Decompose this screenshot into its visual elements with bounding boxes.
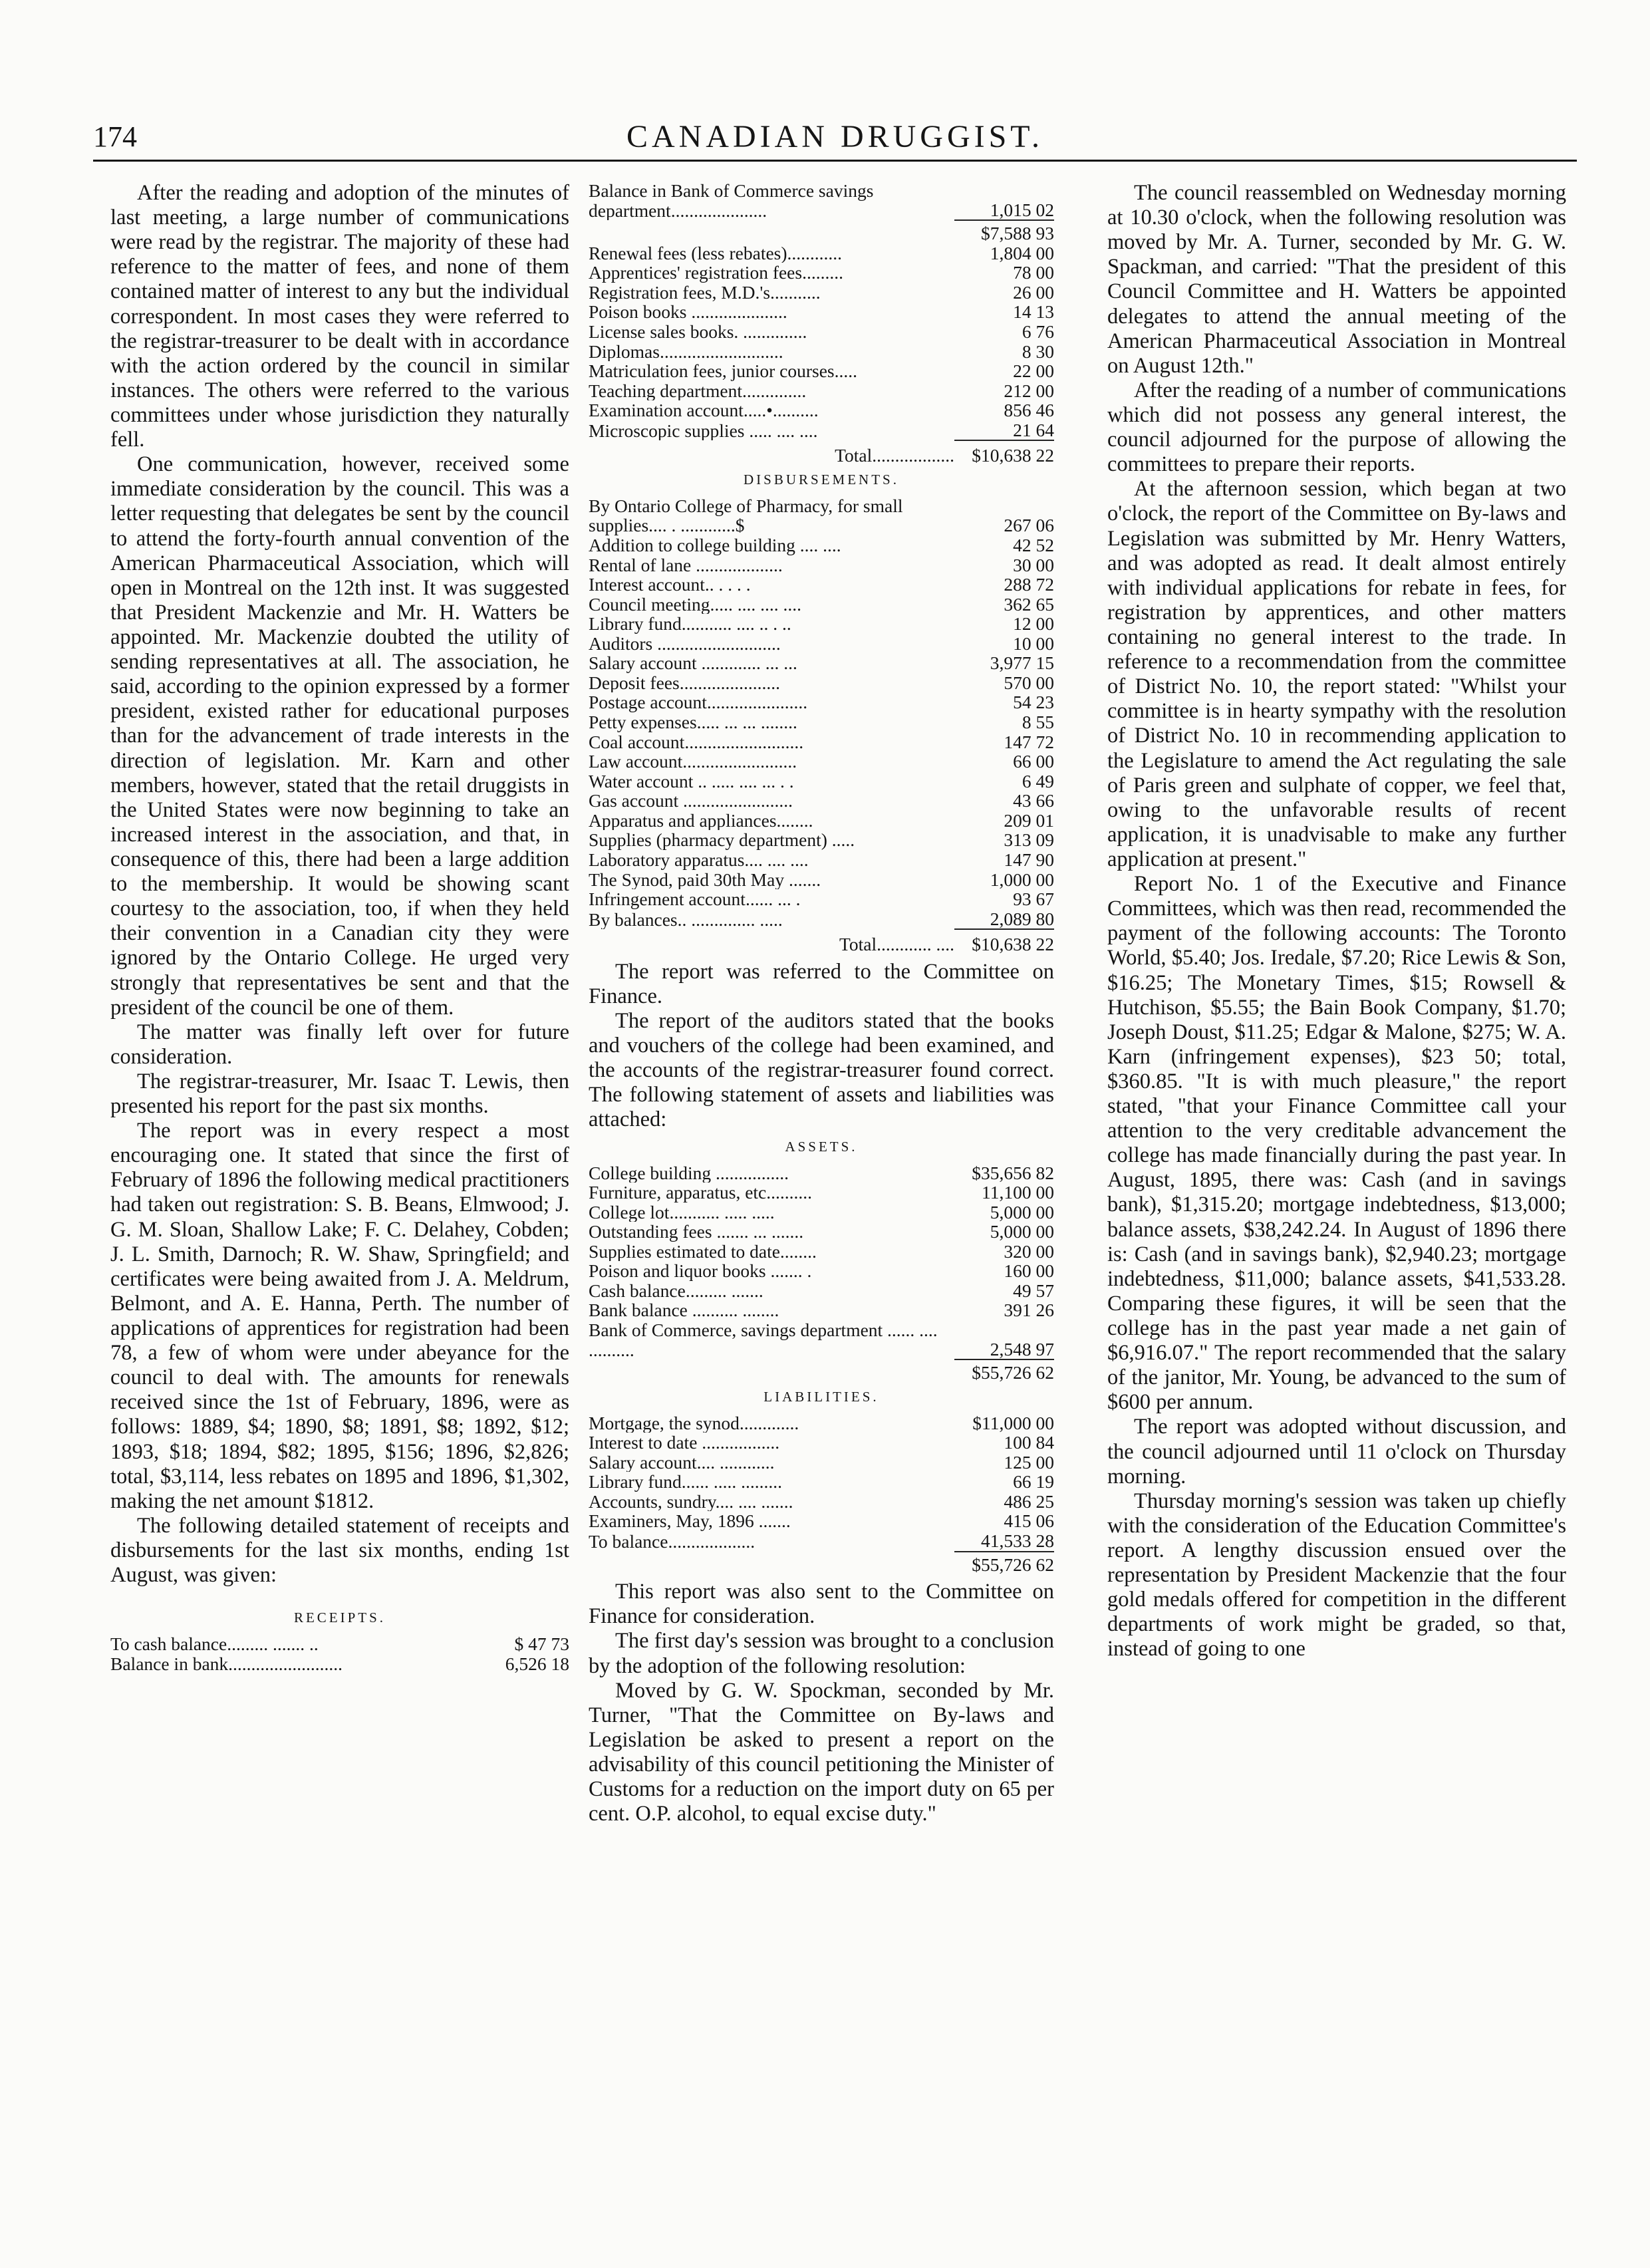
row-label: Total............ .... bbox=[839, 934, 954, 954]
table-row bbox=[589, 496, 1054, 535]
row-label: By balances.. .............. ..... bbox=[589, 909, 783, 930]
row-amount: 125 00 bbox=[1004, 1451, 1054, 1473]
row-amount: 856 46 bbox=[1004, 400, 1054, 421]
row-label: Total.................. bbox=[835, 445, 954, 466]
paragraph: Moved by G. W. Spockman, seconded by Mr. Turner, "That the Committee on By-laws and Legislation be asked to present a report on the advisability of this council petitioning the Minister of Customs for a reduction on the import duty on 65 per cent. O.P. alcohol, to equal excise duty." bbox=[589, 1678, 1054, 1826]
row-label: Outstanding fees ....... ... ....... bbox=[589, 1222, 804, 1242]
table-row bbox=[589, 909, 1054, 930]
table-row bbox=[589, 243, 1054, 263]
table-row bbox=[589, 302, 1054, 322]
row-amount: 486 25 bbox=[1004, 1490, 1054, 1512]
row-label: Examination account.....•.......... bbox=[589, 400, 819, 420]
row-label: By Ontario College of Pharmacy, for small supplies.... . ............$ bbox=[589, 496, 903, 535]
table-row bbox=[589, 440, 1054, 466]
row-amount: $10,638 22 bbox=[954, 929, 1054, 954]
table-row bbox=[589, 1183, 1054, 1203]
row-label: To cash balance......... ....... .. bbox=[110, 1634, 319, 1654]
receipts-table bbox=[110, 1634, 569, 1673]
row-label bbox=[589, 1359, 954, 1383]
table-row bbox=[589, 361, 1054, 381]
row-label: Library fund........... .... .. . .. bbox=[589, 614, 791, 634]
row-amount: 5,000 00 bbox=[990, 1201, 1054, 1222]
table-row bbox=[589, 1472, 1054, 1492]
row-amount: 43 66 bbox=[1013, 790, 1054, 811]
row-label: Gas account ........................ bbox=[589, 791, 793, 811]
paragraph: The report of the auditors stated that the books and vouchers of the college had been examined, and the accounts of the registrar-treasurer found correct. The following statement of assets and liabilities was attached: bbox=[589, 1009, 1054, 1132]
table-row bbox=[589, 772, 1054, 791]
row-amount: 1,000 00 bbox=[990, 869, 1054, 890]
row-amount: 100 84 bbox=[1004, 1432, 1054, 1453]
row-amount: 6 76 bbox=[1022, 321, 1054, 342]
row-label: Cash balance......... ....... bbox=[589, 1280, 763, 1301]
row-amount: 8 55 bbox=[1022, 712, 1054, 733]
table-row bbox=[589, 322, 1054, 342]
row-amount: 147 72 bbox=[1004, 731, 1054, 752]
row-amount: 26 00 bbox=[1013, 281, 1054, 303]
row-amount: 415 06 bbox=[1004, 1510, 1054, 1532]
row-amount: 8 30 bbox=[1022, 341, 1054, 362]
table-row bbox=[589, 575, 1054, 595]
row-label: Renewal fees (less rebates)............ bbox=[589, 243, 843, 263]
table-row bbox=[589, 1531, 1054, 1552]
receipts-heading: RECEIPTS. bbox=[293, 1610, 386, 1626]
table-row bbox=[589, 692, 1054, 712]
table-row bbox=[589, 1320, 1054, 1359]
assets-heading: ASSETS. bbox=[785, 1138, 858, 1155]
table-row bbox=[589, 535, 1054, 555]
row-label: Laboratory apparatus.... .... .... bbox=[589, 849, 809, 870]
row-label: Library fund...... ..... ......... bbox=[589, 1472, 782, 1492]
row-label: Diplomas........................... bbox=[589, 341, 783, 362]
table-row bbox=[589, 1433, 1054, 1453]
row-amount: 41,533 28 bbox=[981, 1530, 1054, 1552]
row-label: Poison books ..................... bbox=[589, 302, 787, 322]
row-amount: 5,000 00 bbox=[990, 1221, 1054, 1242]
table-row bbox=[589, 1359, 1054, 1383]
table-row bbox=[589, 1413, 1054, 1433]
row-amount: 320 00 bbox=[1004, 1240, 1054, 1262]
running-title: CANADIAN DRUGGIST. bbox=[626, 119, 1044, 154]
table-row bbox=[589, 283, 1054, 303]
row-amount: 93 67 bbox=[1013, 889, 1054, 910]
row-label: License sales books. .............. bbox=[589, 321, 807, 342]
paragraph: The first day's session was brought to a conclusion by the adoption of the following resolution: bbox=[589, 1629, 1054, 1678]
row-amount: $ 47 73 bbox=[514, 1633, 569, 1655]
disbursements-heading: DISBURSEMENTS. bbox=[744, 471, 899, 488]
row-amount: 66 00 bbox=[1013, 751, 1054, 772]
table-row bbox=[589, 342, 1054, 362]
paragraph: The report was in every respect a most encouraging one. It stated that since the first of February of 1896 the following medical practitioners had taken out registration: S. B. Beans, Elmwood; J. G. M. Sloan, Shallow Lake; F. C. Delahey, Cobden; J. L. Smith, Darnoch; R. W. Shaw, Springfield; and certificates were being awaited from J. A. Meldrum, Belmont, and A. E. Hanna, Perth. The number of applications of apprentices for registration had been 78, a few of whom were under abeyance for the council to deal with. The amounts for renewals received since the 1st of February, 1896, were as follows: 1889, $4; 1890, $8; 1891, $8; 1892, $12; 1893, $18; 1894, $82; 1895, $156; 1896, $2,826; total, $3,114, less rebates on 1895 and 1896, $1,302, making the net amount $1812. bbox=[110, 1119, 569, 1513]
row-amount: 1,804 00 bbox=[990, 242, 1054, 263]
paragraph: The report was referred to the Committee on Finance. bbox=[589, 959, 1054, 1008]
table-row bbox=[589, 263, 1054, 283]
row-amount: 21 64 bbox=[1013, 419, 1054, 440]
row-label: Apparatus and appliances........ bbox=[589, 810, 813, 831]
table-row bbox=[589, 1492, 1054, 1512]
liabilities-heading: LIABILITIES. bbox=[763, 1388, 879, 1405]
row-amount: 313 09 bbox=[1004, 829, 1054, 851]
row-label: Rental of lane ................... bbox=[589, 555, 783, 575]
row-label bbox=[589, 220, 954, 243]
row-label: Interest to date ................. bbox=[589, 1433, 780, 1453]
table-row bbox=[589, 420, 1054, 441]
row-amount: $55,726 62 bbox=[954, 1359, 1054, 1383]
row-label: Petty expenses..... ... ... ........ bbox=[589, 712, 797, 732]
row-label: Bank of Commerce, savings department ...... .... .......... bbox=[589, 1320, 938, 1360]
row-amount: 14 13 bbox=[1013, 301, 1054, 323]
liabilities-table bbox=[589, 1413, 1054, 1575]
table-row bbox=[589, 400, 1054, 420]
row-label: Supplies (pharmacy department) ..... bbox=[589, 830, 855, 850]
row-amount: 66 19 bbox=[1013, 1471, 1054, 1492]
table-row bbox=[589, 889, 1054, 909]
row-label: Apprentices' registration fees......... bbox=[589, 263, 843, 283]
table-row bbox=[589, 181, 1054, 220]
paragraph: After the reading of a number of communications which did not possess any general interest, the council adjourned for the purpose of allowing the committees to prepare their reports. bbox=[1107, 378, 1566, 477]
table-row bbox=[589, 673, 1054, 693]
table-row bbox=[589, 752, 1054, 772]
table-row bbox=[589, 634, 1054, 654]
row-label: Registration fees, M.D.'s........... bbox=[589, 282, 821, 303]
table-row bbox=[589, 1163, 1054, 1183]
row-amount: 6 49 bbox=[1022, 770, 1054, 791]
paragraph: Thursday morning's session was taken up chiefly with the consideration of the Education Committee's report. A lengthy discussion ensued over the representation by President Mackenzie that the four gold medals offered for competition in the different departments of work might be graded, so that, instead of going to one bbox=[1107, 1488, 1566, 1661]
table-row bbox=[589, 381, 1054, 401]
row-amount: 212 00 bbox=[1004, 380, 1054, 401]
row-amount: 42 52 bbox=[1013, 534, 1054, 555]
row-amount: 6,526 18 bbox=[505, 1653, 569, 1674]
disbursements-table bbox=[589, 496, 1054, 954]
paragraph: This report was also sent to the Committee on Finance for consideration. bbox=[589, 1580, 1054, 1629]
row-amount: $7,588 93 bbox=[954, 220, 1054, 243]
row-label: Salary account.... ............ bbox=[589, 1452, 775, 1473]
row-amount: 12 00 bbox=[1013, 613, 1054, 635]
row-label: College lot........... ..... ..... bbox=[589, 1202, 775, 1222]
page-number: 174 bbox=[93, 120, 137, 153]
row-label: Deposit fees...................... bbox=[589, 672, 780, 693]
row-label: Addition to college building .... .... bbox=[589, 535, 841, 555]
row-amount: 11,100 00 bbox=[982, 1182, 1054, 1203]
table-row bbox=[589, 220, 1054, 243]
paragraph: The report was adopted without discussion, and the council adjourned until 11 o'clock on Thursday morning. bbox=[1107, 1415, 1566, 1488]
table-row bbox=[589, 870, 1054, 890]
row-label: College building ................ bbox=[589, 1163, 789, 1183]
column-3 bbox=[1107, 181, 1566, 1662]
row-label: Council meeting..... .... .... .... bbox=[589, 594, 802, 615]
row-amount: $10,638 22 bbox=[954, 440, 1054, 466]
row-amount: 147 90 bbox=[1004, 849, 1054, 870]
table-row bbox=[589, 595, 1054, 615]
row-amount: 1,015 02 bbox=[990, 199, 1054, 220]
row-amount: 209 01 bbox=[1004, 809, 1054, 831]
table-row bbox=[589, 850, 1054, 870]
row-label: Mortgage, the synod............. bbox=[589, 1413, 799, 1433]
row-label: Law account......................... bbox=[589, 752, 797, 772]
paragraph: The registrar-treasurer, Mr. Isaac T. Lewis, then presented his report for the past six months. bbox=[110, 1069, 569, 1119]
row-label: To balance................... bbox=[589, 1531, 756, 1552]
table-row bbox=[589, 1281, 1054, 1301]
table-row bbox=[589, 1453, 1054, 1473]
row-amount: 288 72 bbox=[1004, 574, 1054, 595]
row-label: Poison and liquor books ....... . bbox=[589, 1261, 812, 1281]
row-label bbox=[589, 1552, 954, 1575]
row-label: Balance in Bank of Commerce savings department..................... bbox=[589, 181, 874, 221]
row-amount: $11,000 00 bbox=[972, 1412, 1054, 1433]
column-1 bbox=[110, 181, 569, 1673]
table-row bbox=[589, 1300, 1054, 1320]
row-amount: 3,977 15 bbox=[990, 652, 1054, 674]
receipts-continued-table bbox=[589, 181, 1054, 466]
row-label: The Synod, paid 30th May ....... bbox=[589, 869, 821, 890]
paragraph: At the afternoon session, which began at two o'clock, the report of the Committee on By-laws and Legislation was submitted by Mr. Henry Watters, and was adopted as read. It dealt almost entirely with individual applications for rebate in fees, for registration by apprentices, and other matters containing no general interest to the trade. In reference to a recommendation from the committee of District No. 10, the report stated: "Whilst your committee is in hearty sympathy with the resolution of District No. 10 in recommending application to the Legislature to amend the Act regulating the sale of Paris green and sulphate of copper, we feel that, owing to the unfavorable results of recent application, it is unadvisable to make any further application at present." bbox=[1107, 477, 1566, 871]
row-label: Auditors ........................... bbox=[589, 633, 781, 654]
row-amount: $55,726 62 bbox=[954, 1552, 1054, 1575]
paragraph: Report No. 1 of the Executive and Finance Committees, which was then read, recommended the payment of the following accounts: The Toronto World, $5.40; Jos. Iredale, $7.20; Rice Lewis & Son, $16.25; The Monetary Times, $15; Rowsell & Hutchison, $5.55; the Bain Book Company, $1.70; Joseph Doust, $11.25; Edgar & Malone, $275; W. A. Karn (infringement expenses), $23 50; total, $360.85. "It is with much pleasure," the report stated, "that your Finance Committee call your attention to the very creditable advancement the college has made financially during the past year. In August, 1895, there was: Cash (and in savings bank), $1,315.20; mortgage indebtedness, $13,000; balance assets, $38,242.24. In August of 1896 there is: Cash (and in savings bank), $2,940.23; mortgage indebtedness, $11,000; balance assets, $41,533.28. Comparing these figures, it will be seen that the college has in the past year made a net gain of $6,916.07." The report recommended that the salary of the janitor, Mr. Young, be advanced to the sum of $600 per annum. bbox=[1107, 872, 1566, 1415]
row-label: Balance in bank......................... bbox=[110, 1653, 343, 1674]
assets-table bbox=[589, 1163, 1054, 1383]
table-row bbox=[589, 1203, 1054, 1222]
row-amount: 570 00 bbox=[1004, 672, 1054, 693]
row-amount: 267 06 bbox=[1004, 515, 1054, 536]
row-amount: 362 65 bbox=[1004, 593, 1054, 615]
table-row bbox=[589, 1242, 1054, 1262]
page-header bbox=[93, 112, 1577, 162]
row-amount: $35,656 82 bbox=[972, 1162, 1054, 1183]
row-label: Supplies estimated to date........ bbox=[589, 1241, 817, 1262]
row-amount: 54 23 bbox=[1013, 692, 1054, 713]
table-row bbox=[589, 1552, 1054, 1575]
row-amount: 49 57 bbox=[1013, 1280, 1054, 1301]
table-row bbox=[110, 1654, 569, 1674]
paragraph: One communication, however, received some immediate consideration by the council. This was a letter requesting that delegates be sent by the council to attend the forty-fourth annual convention of the American Pharmaceutical Association, which will open in Montreal on the 12th inst. It was suggested that President Mackenzie and Mr. H. Watters be appointed. Mr. Mackenzie doubted the utility of sending representatives at all. The association, he said, according to the opinion expressed by a former president, existed rather for educational purposes than for the advancement of trade interests in the direction of legislation. Mr. Karn and other members, however, stated that the retail druggists in the United States were now beginning to take an increased interest in the association, and that, in consequence of this, there had been a large addition to the membership. It would be showing scant courtesy to the association, too, if when they held their convention in a Canadian city they were ignored by the Ontario College. He urged very strongly that representatives be sent and that the president of the council be one of them. bbox=[110, 452, 569, 1020]
row-label: Postage account...................... bbox=[589, 692, 808, 713]
paragraph: The council reassembled on Wednesday morning at 10.30 o'clock, when the following resolution was moved by Mr. A. Turner, seconded by Mr. G. W. Spackman, and carried: "That the president of this Council Committee and H. Watters be appointed delegates to attend the annual meeting of the American Pharmaceutical Association in Montreal on August 12th." bbox=[1107, 181, 1566, 378]
row-label: Interest account.. . . . . bbox=[589, 575, 751, 595]
table-row bbox=[589, 1261, 1054, 1281]
row-label: Water account .. ..... .... ... . . bbox=[589, 771, 794, 791]
table-row bbox=[110, 1634, 569, 1654]
paragraph: The matter was finally left over for future consideration. bbox=[110, 1020, 569, 1069]
table-row bbox=[589, 732, 1054, 752]
row-label: Accounts, sundry.... .... ....... bbox=[589, 1491, 793, 1512]
table-row bbox=[589, 811, 1054, 831]
row-amount: 78 00 bbox=[1013, 262, 1054, 283]
table-row bbox=[589, 1222, 1054, 1242]
row-label: Infringement account...... ... . bbox=[589, 889, 801, 909]
row-amount: 391 26 bbox=[1004, 1300, 1054, 1321]
row-amount: 22 00 bbox=[1013, 360, 1054, 382]
row-label: Salary account ............. ... ... bbox=[589, 653, 797, 673]
row-amount: 30 00 bbox=[1013, 554, 1054, 575]
table-row bbox=[589, 653, 1054, 673]
row-label: Microscopic supplies ..... .... .... bbox=[589, 420, 818, 441]
column-2 bbox=[589, 181, 1054, 1826]
row-label: Teaching department.............. bbox=[589, 380, 807, 401]
row-amount: 2,548 97 bbox=[990, 1338, 1054, 1359]
row-amount: 160 00 bbox=[1004, 1260, 1054, 1282]
table-row bbox=[589, 929, 1054, 954]
row-label: Matriculation fees, junior courses..... bbox=[589, 361, 857, 381]
table-row bbox=[589, 614, 1054, 634]
row-amount: 10 00 bbox=[1013, 633, 1054, 654]
row-label: Bank balance .......... ........ bbox=[589, 1300, 779, 1321]
row-label: Furniture, apparatus, etc.......... bbox=[589, 1183, 813, 1203]
table-row bbox=[589, 830, 1054, 850]
table-row bbox=[589, 791, 1054, 811]
row-amount: 2,089 80 bbox=[990, 908, 1054, 929]
table-row bbox=[589, 555, 1054, 575]
row-label: Coal account.......................... bbox=[589, 732, 804, 752]
table-row bbox=[589, 1511, 1054, 1531]
paragraph: The following detailed statement of receipts and disbursements for the last six months, ending 1st August, was given: bbox=[110, 1513, 569, 1588]
row-label: Examiners, May, 1896 ....... bbox=[589, 1511, 791, 1532]
table-row bbox=[589, 712, 1054, 732]
paragraph: After the reading and adoption of the minutes of last meeting, a large number of communications were read by the registrar. The majority of these had reference to the matter of fees, and none of them contained matter of interest to any but the individual correspondent. In most cases they were referred to the registrar-treasurer to be dealt with in accordance with the action ordered by the council in similar instances. The others were referred to the various committees under whose jurisdiction they naturally fell. bbox=[110, 181, 569, 452]
